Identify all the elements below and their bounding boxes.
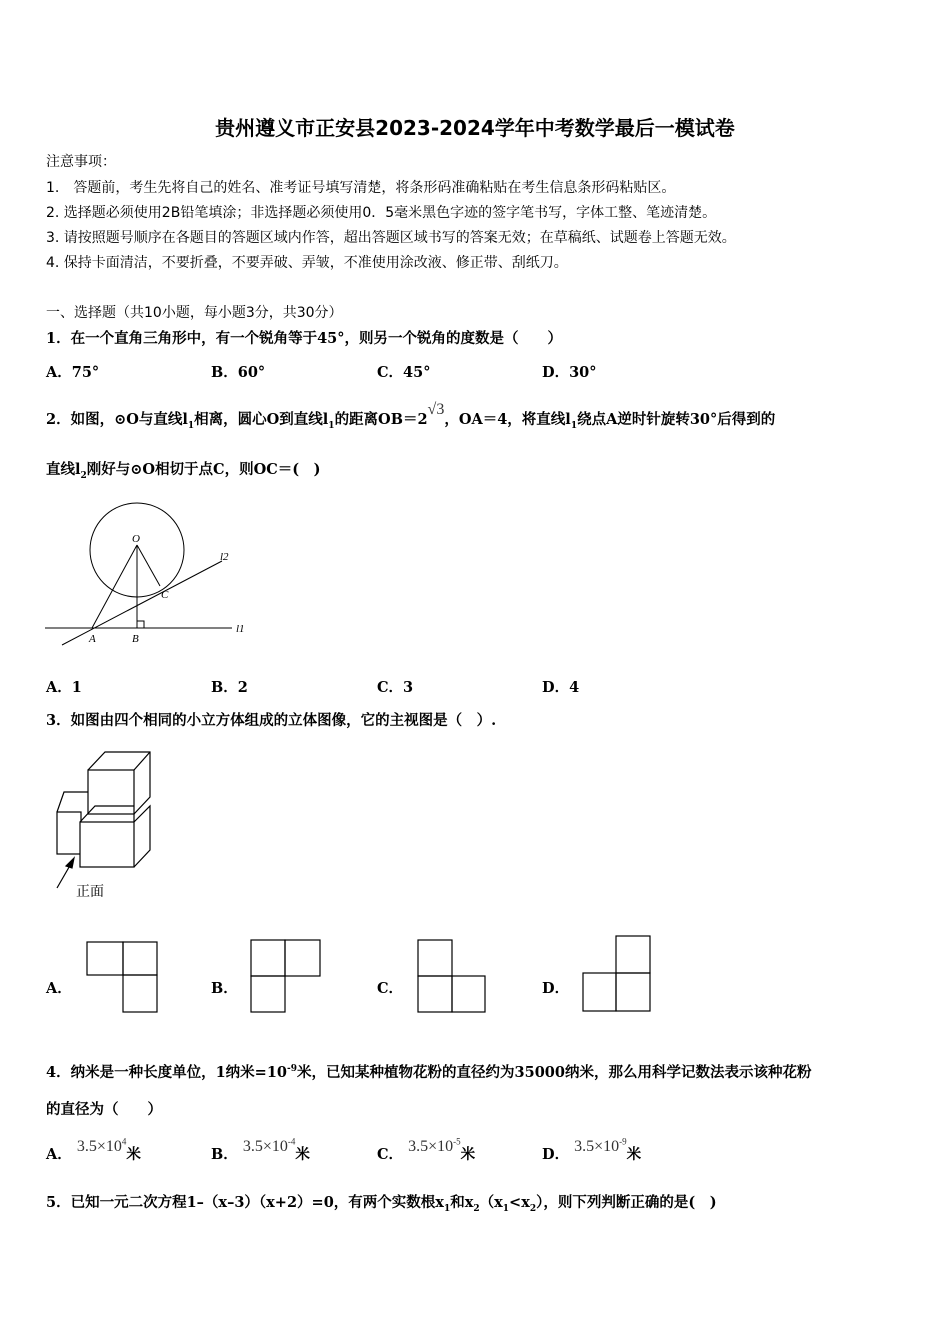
question-4-line1: 4．纳米是一种长度单位，1纳米$=10^{-9}$米，已知某种植物花粉的直径约为35000纳米，那么用科学记数法表示该种花粉 [46, 1064, 812, 1081]
question-2-line2: 直线$l_2$刚好与⊙O相切于点C，则OC＝( ) [46, 461, 321, 481]
option-c: C．45° [377, 364, 431, 381]
notice-item: 3. 请按照题号顺序在各题目的答题区域内作答，超出答题区域书写的答案无效；在草稿纸、试题卷上答题无效。 [46, 230, 736, 246]
notice-item: 1. 答题前，考生先将自己的姓名、准考证号填写清楚，将条形码准确粘贴在考生信息条形码粘贴区。 [46, 180, 676, 196]
label-l1: l1 [236, 623, 245, 635]
option-c: C． [377, 980, 404, 997]
question-3: 3．如图由四个相同的小立方体组成的立体图像，它的主视图是（ ）. [46, 712, 497, 729]
option-a: A．1 [46, 679, 82, 696]
question-4-line2: 的直径为（ ） [46, 1101, 162, 1118]
section-heading: 一、选择题（共10小题，每小题3分，共30分） [46, 305, 343, 321]
question-5: 5．已知一元二次方程1–（x–3）（x+2）=0，有两个实数根$x_1$和$x_2(x_1<x_2)$，则下列判断正确的是( ) [46, 1194, 717, 1214]
option-d: D．30° [542, 364, 597, 381]
option-b: B． [211, 980, 238, 997]
answer-shapes [87, 936, 650, 1012]
option-b: B．2 [211, 679, 248, 696]
option-b: B．60° [211, 364, 266, 381]
option-a: A．75° [46, 364, 100, 381]
option-c: C． $3.5\times 10^{-5}$米 [377, 1136, 476, 1163]
label-l2: l2 [220, 551, 229, 563]
label-o: O [132, 533, 140, 545]
option-d: D．4 [542, 679, 580, 696]
option-b: B． $3.5\times 10^{-4}$米 [211, 1136, 310, 1163]
label-b: B [132, 633, 139, 645]
notice-item: 2. 选择题必须使用2B铅笔填涂；非选择题必须使用0．5毫米黑色字迹的签字笔书写，字体工整、笔迹清楚。 [46, 205, 717, 221]
option-a: A． $3.5\times 10^4$米 [46, 1136, 141, 1163]
question-1: 1．在一个直角三角形中，有一个锐角等于45°，则另一个锐角的度数是（ ） [46, 330, 563, 347]
notice-item: 4. 保持卡面清洁，不要折叠，不要弄破、弄皱，不准使用涂改液、修正带、刮纸刀。 [46, 255, 568, 271]
cubes-figure [57, 752, 150, 888]
notice-heading: 注意事项： [46, 154, 116, 170]
circle-tangent-figure [45, 503, 232, 645]
label-a: A [89, 633, 96, 645]
question-2-line1: 2．如图，⊙O与直线$l_1$相离，圆心O到直线$l_1$的距离OB＝2√3，OA＝4，将直线$l_1$绕点A逆时针旋转30°后得到的 [46, 401, 776, 431]
label-c: C [161, 589, 169, 601]
option-d: D． [542, 980, 570, 997]
line-l2 [62, 561, 222, 645]
option-d: D． $3.5\times 10^{-9}$米 [542, 1136, 642, 1163]
front-label: 正面 [76, 884, 104, 900]
option-a: A． [46, 980, 72, 997]
page-title: 贵州遵义市正安县2023-2024学年中考数学最后一模试卷 [215, 116, 735, 140]
option-c: C．3 [377, 679, 414, 696]
